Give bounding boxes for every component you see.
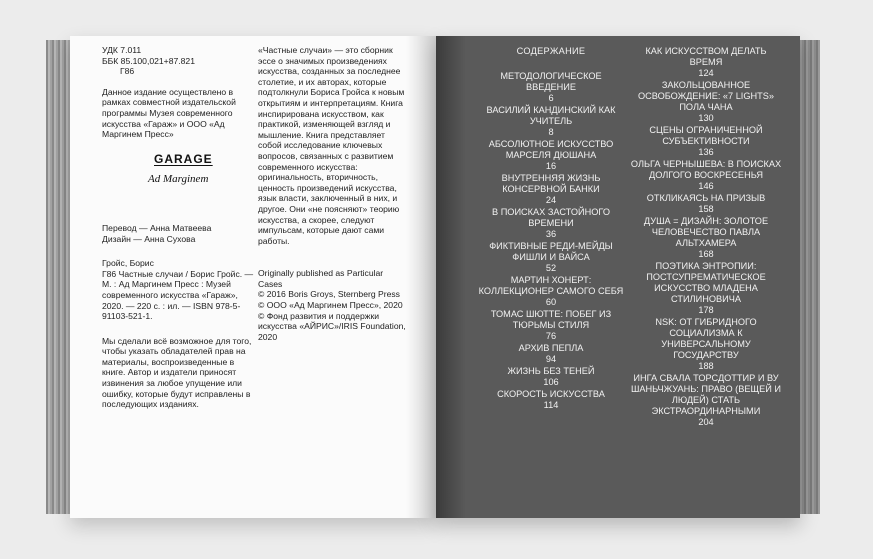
toc-entry-title: КАК ИСКУССТВОМ ДЕЛАТЬ ВРЕМЯ (645, 46, 767, 67)
toc-title: СОДЕРЖАНИЕ (516, 46, 586, 56)
toc-entry-title: СКОРОСТЬ ИСКУССТВА (497, 389, 605, 399)
toc-entry (628, 193, 784, 215)
toc-entry-title: ДУША = ДИЗАЙН: ЗОЛОТОЕ ЧЕЛОВЕЧЕСТВО ПАВЛА АЛЬТХАМЕРА (643, 216, 769, 248)
toc-entry-page: 114 (543, 400, 559, 410)
toc-entry-page: 6 (548, 93, 554, 103)
ad-marginem-logo: Ad Marginem (148, 173, 209, 186)
annotation: «Частные случаи» — это сборник эссе о значимых произведениях искусства, созданных за последнее столетие, и их авторах, которые подтолкнули Бориса Гройса к новым открытиям и интерпретациям. Книга инспирирована искусством, как практикой, изменяющей взгляд и мышление. Книга представляет собой исследование ключевых вопросов, связанных с развитием современного искусства: оригинальность, вторичность, ценность произведений искусства, язык власти, заключенный в них, и другое. Они «не поясняют» теорию искусства, а скорее, следуют импульсам, которые дают сами работы. (258, 45, 405, 246)
toc-entry-title: ОЛЬГА ЧЕРНЫШЕВА: В ПОИСКАХ ДОЛГОГО ВОСКРЕСЕНЬЯ (630, 159, 782, 180)
toc-entry-title: ПОЭТИКА ЭНТРОПИИ: ПОСТСУПРЕМАТИЧЕСКОЕ ИСКУССТВО МЛАДЕНА СТИЛИНОВИЧА (646, 261, 766, 304)
toc-entry-page: 124 (698, 68, 714, 78)
toc-entry (476, 105, 626, 138)
toc-entry-title: ФИКТИВНЫЕ РЕДИ-МЕЙДЫ ФИШЛИ И ВАЙСА (489, 241, 613, 262)
toc-entry-title: ТОМАС ШЮТТЕ: ПОБЕГ ИЗ ТЮРЬМЫ СТИЛЯ (490, 309, 612, 330)
toc-entry-page: 204 (698, 417, 714, 427)
left-page (70, 36, 436, 518)
toc-entry (628, 80, 784, 124)
copyright-iris: © Фонд развития и поддержки искусства «АЙРИС»/IRIS Foundation, 2020 (258, 310, 406, 342)
garage-logo: GARAGE (154, 151, 213, 166)
toc-entry-page: 146 (698, 181, 714, 191)
catalog-record: Гройс, Борис Г86 Частные случаи / Борис Гройс. — М. : Ад Маргинем Пресс : Музей современного искусства «Гараж», 2020. — 220 с. : ил. — ISBN 978-5-91103-521-1. (102, 258, 254, 322)
toc-entry-page: 178 (698, 305, 714, 315)
toc-entry (476, 241, 626, 274)
toc-entry (628, 216, 784, 260)
toc-entry-title: ВАСИЛИЙ КАНДИНСКИЙ КАК УЧИТЕЛЬ (486, 105, 616, 126)
toc-entry (476, 275, 626, 308)
toc-entry-page: 130 (698, 113, 714, 123)
toc-entry (476, 71, 626, 104)
toc-entry-title: АБСОЛЮТНОЕ ИСКУССТВО МАРСЕЛЯ ДЮШАНА (488, 139, 614, 160)
toc-entry (476, 343, 626, 365)
left-page-column-2 (258, 45, 408, 342)
toc-entry (628, 159, 784, 192)
toc-entry-page: 158 (698, 204, 714, 214)
toc-entry-title: ЗАКОЛЬЦОВАННОЕ ОСВОБОЖДЕНИЕ: «7 LIGHTS» ПОЛА ЧАНА (638, 80, 774, 112)
left-page-column-1 (102, 45, 254, 410)
toc-entry-title: В ПОИСКАХ ЗАСТОЙНОГО ВРЕМЕНИ (492, 207, 610, 228)
toc-entry (628, 46, 784, 79)
toc-entry-page: 52 (545, 263, 557, 273)
toc-column-2 (628, 46, 784, 429)
udc-block (102, 45, 254, 77)
credit-translator: Перевод — Анна Матвеева (102, 222, 212, 233)
toc-entry (628, 261, 784, 316)
toc-entry-title: МАРТИН ХОНЕРТ: КОЛЛЕКЦИОНЕР САМОГО СЕБЯ (478, 275, 624, 296)
toc-entry-title: ВНУТРЕННЯЯ ЖИЗНЬ КОНСЕРВНОЙ БАНКИ (501, 173, 601, 194)
toc-entry-title: ИНГА СВАЛА ТОРСДОТТИР И ВУ ШАНЬЧЖУАНЬ: ПРАВО (ВЕЩЕЙ И ЛЮДЕЙ) СТАТЬ ЭКСТРАОРДИНАРНЫМИ (630, 373, 781, 416)
toc-entry-title: ОТКЛИКАЯСЬ НА ПРИЗЫВ (646, 193, 766, 203)
toc-entry-title: ЖИЗНЬ БЕЗ ТЕНЕЙ (507, 366, 595, 376)
copyright-original: Originally published as Particular Cases (258, 268, 384, 289)
toc-entry-title: NSK: ОТ ГИБРИДНОГО СОЦИАЛИЗМА К УНИВЕРСАЛЬНОМУ ГОСУДАРСТВУ (655, 317, 757, 360)
toc-entry-title: АРХИВ ПЕПЛА (518, 343, 584, 353)
toc-entry-page: 106 (543, 377, 559, 387)
toc-entry (476, 173, 626, 206)
edition-note: Данное издание осуществлено в рамках совместной издательской программы Музея современного искусства «Гараж» и ООО «Ад Маргинем Пресс» (102, 86, 236, 140)
toc-entry-page: 24 (545, 195, 557, 205)
copyright-publisher: © ООО «Ад Маргинем Пресс», 2020 (258, 300, 403, 311)
toc-entry-page: 136 (698, 147, 714, 157)
udc-line: УДК 7.011 (102, 45, 142, 55)
toc-entry-page: 168 (698, 249, 714, 259)
toc-entry-page: 60 (545, 297, 557, 307)
rights-note: Мы сделали всё возможное для того, чтобы указать обладателей прав на материалы, воспроизведенные в книге. Автор и издатели приносят извинения за любое упущение или ошибку, которые будут исправлены в последующих изданиях. (102, 335, 252, 410)
toc-entry (628, 373, 784, 428)
toc-entry-page: 76 (545, 331, 557, 341)
toc-entry-title: МЕТОДОЛОГИЧЕСКОЕ ВВЕДЕНИЕ (500, 71, 602, 92)
toc-entry (628, 317, 784, 372)
page-edges-right (798, 40, 820, 514)
toc-entry (476, 309, 626, 342)
toc-entry (628, 125, 784, 158)
toc-entry-page: 188 (698, 361, 714, 371)
toc-entry-page: 94 (545, 354, 557, 364)
toc-column-1 (476, 46, 626, 412)
toc-entry-page: 8 (548, 127, 554, 137)
bbk-line: ББК 85.100,021+87.821 (102, 55, 195, 66)
toc-entry-page: 36 (545, 229, 557, 239)
author-mark: Г86 (120, 66, 135, 77)
credit-designer: Дизайн — Анна Сухова (102, 233, 196, 244)
toc-entry (476, 207, 626, 240)
toc-entry-page: 16 (545, 161, 557, 171)
page-edges-left (46, 40, 70, 514)
right-page (436, 36, 800, 518)
toc-entry-title: СЦЕНЫ ОГРАНИЧЕННОЙ СУБЪЕКТИВНОСТИ (649, 125, 763, 146)
toc-entry (476, 139, 626, 172)
toc-entry (476, 366, 626, 388)
toc-entry (476, 389, 626, 411)
copyright-groys: © 2016 Boris Groys, Sternberg Press (258, 289, 400, 300)
